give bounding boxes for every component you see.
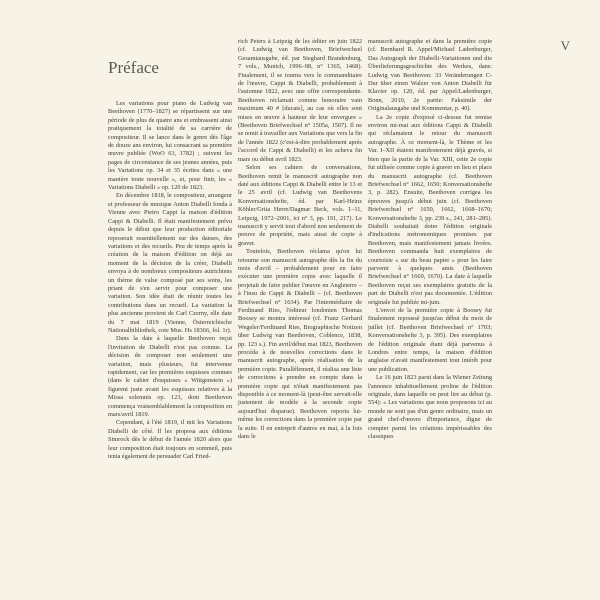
paragraph: Toutefois, Beethoven réclama qu'on lui retourne son manuscrit autographe dès la fin du mois d'avril – probablement pour en faire exécuter une première copie avec laquelle il projetait de faire publier l'œuvre en Angleterre – à l'insu de Cappi & Diabelli – (cf. Beethoven Briefwechsel n° 1634). Par l'intermédiaire de Ferdinand Ries, l'éditeur londonien Thomas Boosey se montra intéressé (cf. Franz Gerhard Wegeler/Ferdinand Ries, Biographische Notizen über Ludwig van Beethoven, Coblence, 1838, pp. 123 s.). Fin avril/début mai 1823, Beethoven procéda à de nouvelles corrections dans le manuscrit autographe, après réalisation de la première copie. Parallèlement, il réalisa une liste de corrections à prendre en compte dans la première copie qui n'était manifestement pas disponible à ce moment-là (peut-être servait-elle justement de modèle à la seconde copie aujourd'hui disparue). Beethoven reporta lui-même les corrections dans la première copie par la suite. Il en entreprit d'autres en mai, à la fois dans le [238, 248, 362, 441]
paragraph: manuscrit autographe et dans la première copie (cf. Bernhard R. Appel/Michael Ladenburger, Das Autograph der Diabelli-Variationen und die Überlieferungsgeschichte des Werkes, dans: Ludwig van Beethoven: 33 Veränderungen C-Dur über einen Walzer von Anton Diabelli für Klavier op. 120, éd. par Appel/Ladenburger, Bonn, 2010, 2e partie: Faksimile der Originalausgabe und Kommentar, p. 40). [368, 38, 492, 113]
paragraph: L'envoi de la première copie à Boosey fut finalement repoussé jusqu'au début du mois de juillet (cf. Beethoven Briefwechsel n° 1703; Konversationshefte 3, p. 395). Des exemplaires de l'édition originale étant déjà parvenus à Londres entre temps, la maison d'édition anglaise n'avait manifestement tout intérêt pour une publication. [368, 307, 492, 373]
paragraph: rich Peters à Leipzig de les éditer en juin 1822 (cf. Ludwig van Beethoven, Briefwechsel Gesamtausgabe, éd. par Sieghard Brandenburg, 7 vols., Munich, 1996–98, n° 1365, 1468). Finalement, il se tourna vers le commanditaire de l'œuvre, Cappi & Diabelli, probablement à l'automne 1822, avec une offre correspondante. Beethoven réclamait comme honoraire vain maximum 40 # [ducats], au cas où elles sont mises en œuvre à hauteur de leur envergure » (Beethoven Briefwechsel n° 1505a, 1507). Il ne se remit à travailler aux Variations que vers la fin de l'année 1822 (c'est-à-dire probablement après l'accord de Cappi & Diabelli) et les acheva fin mars ou début avril 1823. [238, 38, 362, 163]
page-title: Préface [108, 58, 159, 77]
page-number: V [560, 38, 570, 53]
paragraph: Dans la date à laquelle Beethoven reçut l'invitation de Diabelli n'est pas connue. La décision de composer non seulement une variation, mais plusieurs, fut intervenue rapidement, car les premières esquisses connues (dans le cahier d'esquisses « Wittgenstein ») figurent juste avant les esquisses relatives à la Missa solemnis op. 123, dont Beethoven commença vraisemblablement la composition en mars/avril 1819. [108, 335, 232, 419]
paragraph: Le 16 juin 1823 parut dans la Wiener Zeitung l'annonce inhabituellement proline de l'édition originale, dans laquelle on peut lire au début (p. 554): « Les variations que nous proposons ici au monde ne sont pas d'un genre ordinaire, mais un grand chef-d'œuvre d'importance, digne de compter parmi les créations impérissables des classiques [368, 374, 492, 441]
paragraph: Les variations pour piano de Ludwig van Beethoven (1770–1827) se répartissent sur une période de plus de quatre ans et embrassent ainsi pratiquement la totalité de sa carrière de compositeur. Il se lance dans le genre dès l'âge de douze ans environ, lui consacrant sa première œuvre publiée (WoO 63, 1782) ; suivent les pages de circonstance de ses jeunes années, puis les Variations op. 34 et 35 écrites dans « une manière toute nouvelle », et, pour finir, les « Variations Diabelli » op. 120 de 1823. [108, 100, 232, 192]
text-column-2 [238, 38, 362, 442]
paragraph: Selon ses cahiers de conversations, Beethoven remit le manuscrit autographe non daté aux éditions Cappi & Diabelli entre le 13 et le 25 avril (cf. Ludwig van Beethovens Konversationshefte, éd. par Karl-Heinz Köhler/Grita Herre/Dagmar Beck, vols. 1–11, Leipzig, 1972–2001, ici n° 3, pp. 191, 217). Le manuscrit y servit tout d'abord non seulement de preuve de propriété, mais aussi de copie à graver. [238, 164, 362, 247]
text-column-3 [368, 38, 492, 442]
text-column-1 [108, 100, 232, 461]
paragraph: La 2e copie d'exposé ci-dessus fut remise environ mi-mai aux éditions Cappi & Diabelli qui réclamaient le retour du manuscrit autographe. À ce moment-là, le Thème et les Var. I–XII étaient manifestement déjà gravés, si bien que la partie de la Var. XIII, cette 2e copie fut utilisée comme copie à graver en lieu et place du manuscrit autographe (cf. Beethoven Briefwechsel n° 1662, 1650; Konversationshefte 3, p. 282). Ensuite, Beethoven corrigea les épreuves jusqu'à début juin (cf. Beethoven Briefwechsel n° 1650, 1662, 1668–1670; Konversationshefte 3, pp. 239 s., 241, 281–285). Diabelli souhaitait doter l'édition originale d'indications métronomiques promises par Beethoven, mais manifestement jamais livrées. Beethoven commanda huit exemplaires de courtoisie « sur du beau papier » pour les faire parvenir à quelques amis (Beethoven Briefwechsel n° 1669, 1670). La date à laquelle Beethoven reçut ses exemplaires gratuits de la part de Diabelli n'est pas documentée. L'édition originale fut publiée mi-juin. [368, 113, 492, 306]
paragraph: En décembre 1818, le compositeur, arrangeur et professeur de musique Anton Diabelli fonda à Vienne avec Pietro Cappi la maison d'édition Cappi & Diabelli. Il était manifestement prévu depuis le début que leur production éditoriale reposerait essentiellement sur des danses, des variations et des recueils. Peu de temps après la création de la maison d'édition on déjà au moment de la décision de la créer, Diabelli envoya à de nombreux compositeurs autrichiens un thème de valse composé par ses soins, les priant de s'en servir pour composer une variation. Son idée était de réunir toutes les contributions dans un recueil. La variation la plus ancienne provient de Carl Czerny, elle date du 7 mai 1819 (Vienne, Österreichische Nationalbibliothek, cote Mus. Hs 18366, fol. 1r). [108, 192, 232, 334]
paragraph: Cependant, à l'été 1819, il mit les Variations Diabelli de côté. Il les proposa aux éditions Simrock dès le début de l'année 1820 alors que leur composition était toujours en sommeil, puis tenta également de persuader Carl Fried- [108, 419, 232, 461]
